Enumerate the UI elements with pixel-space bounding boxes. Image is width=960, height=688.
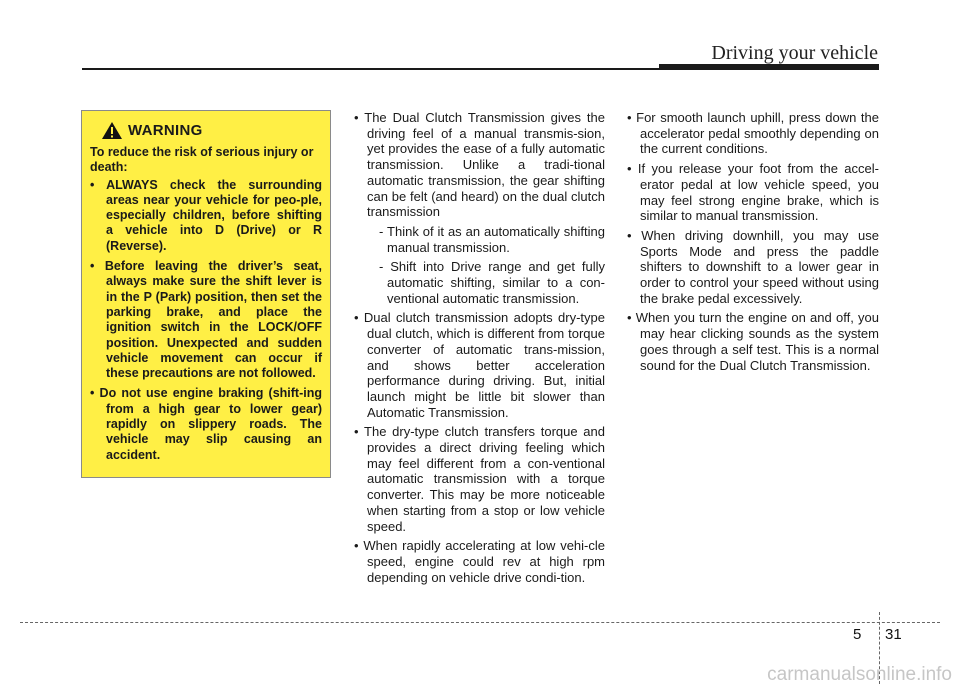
warning-triangle-icon — [101, 121, 123, 140]
list-item: • Dual clutch transmission adopts dry-type dual clutch, which is different from torque converter of automatic trans-mission, and shows better acceleration performance during driving. But, initial launch might be little bit slower than Automatic Transmission. — [354, 310, 605, 420]
warning-title: WARNING — [128, 122, 203, 139]
watermark: carmanualsonline.info — [767, 664, 952, 685]
sub-item: - Shift into Drive range and get fully automatic shifting, similar to a con-ventional automatic transmission. — [379, 259, 605, 306]
list-item: • When you turn the engine on and off, you may hear clicking sounds as the system goes through a self test. This is a normal sound for the Dual Clutch Transmission. — [627, 310, 879, 373]
list-item — [354, 110, 605, 306]
warning-list — [90, 178, 322, 463]
footer-rule — [20, 622, 940, 623]
header-tab-bar — [659, 64, 879, 70]
list-item: • When rapidly accelerating at low vehi-cle speed, engine could rev at high rpm depending on vehicle drive condi-tion. — [354, 538, 605, 585]
list-item: • If you release your foot from the accel-erator pedal at low vehicle speed, you may feel strong engine brake, which is similar to manual transmission. — [627, 161, 879, 224]
sub-item: - Think of it as an automatically shifting manual transmission. — [379, 223, 605, 255]
warning-item: • ALWAYS check the surrounding areas near your vehicle for peo-ple, especially children, before shifting a vehicle into D (Drive) or R (Reverse). — [90, 177, 322, 253]
list-item: • For smooth launch uphill, press down the accelerator pedal smoothly depending on the current conditions. — [627, 110, 879, 157]
header-title: Driving your vehicle — [711, 42, 878, 64]
warning-intro: To reduce the risk of serious injury or death: — [90, 145, 314, 175]
chapter-number: 5 — [853, 626, 862, 643]
warning-header — [101, 121, 322, 140]
warning-item: • Do not use engine braking (shift-ing from a high gear to lower gear) rapidly on slippery roads. The vehicle may slip causing an accident. — [90, 386, 322, 462]
list-item-text: • The Dual Clutch Transmission gives the driving feel of a manual transmis-sion, yet provides the ease of a fully automatic transmission. Unlike a tradi-tional automatic transmission, the gear shifting can be felt (and heard) on the dual clutch transmission — [354, 110, 605, 220]
warning-item: • Before leaving the driver’s seat, always make sure the shift lever is in the P (Park) position, then set the parking brake, and place the ignition switch in the LOCK/OFF position. Unexpected and sudden vehicle movement can occur if these precautions are not followed. — [90, 259, 322, 381]
warning-box — [81, 110, 331, 478]
column-middle — [354, 110, 605, 589]
list-item: • When driving downhill, you may use Sports Mode and press the paddle shifters to downshift to a lower gear in order to control your speed without using the brake pedal excessively. — [627, 227, 879, 306]
page-number: 31 — [885, 626, 902, 643]
column-right — [627, 110, 879, 377]
list-item: • The dry-type clutch transfers torque and provides a direct driving feeling which may feel different from a con-ventional automatic transmission with a torque converter. This may be more noticeable when starting from a stop or low vehicle speed. — [354, 424, 605, 534]
